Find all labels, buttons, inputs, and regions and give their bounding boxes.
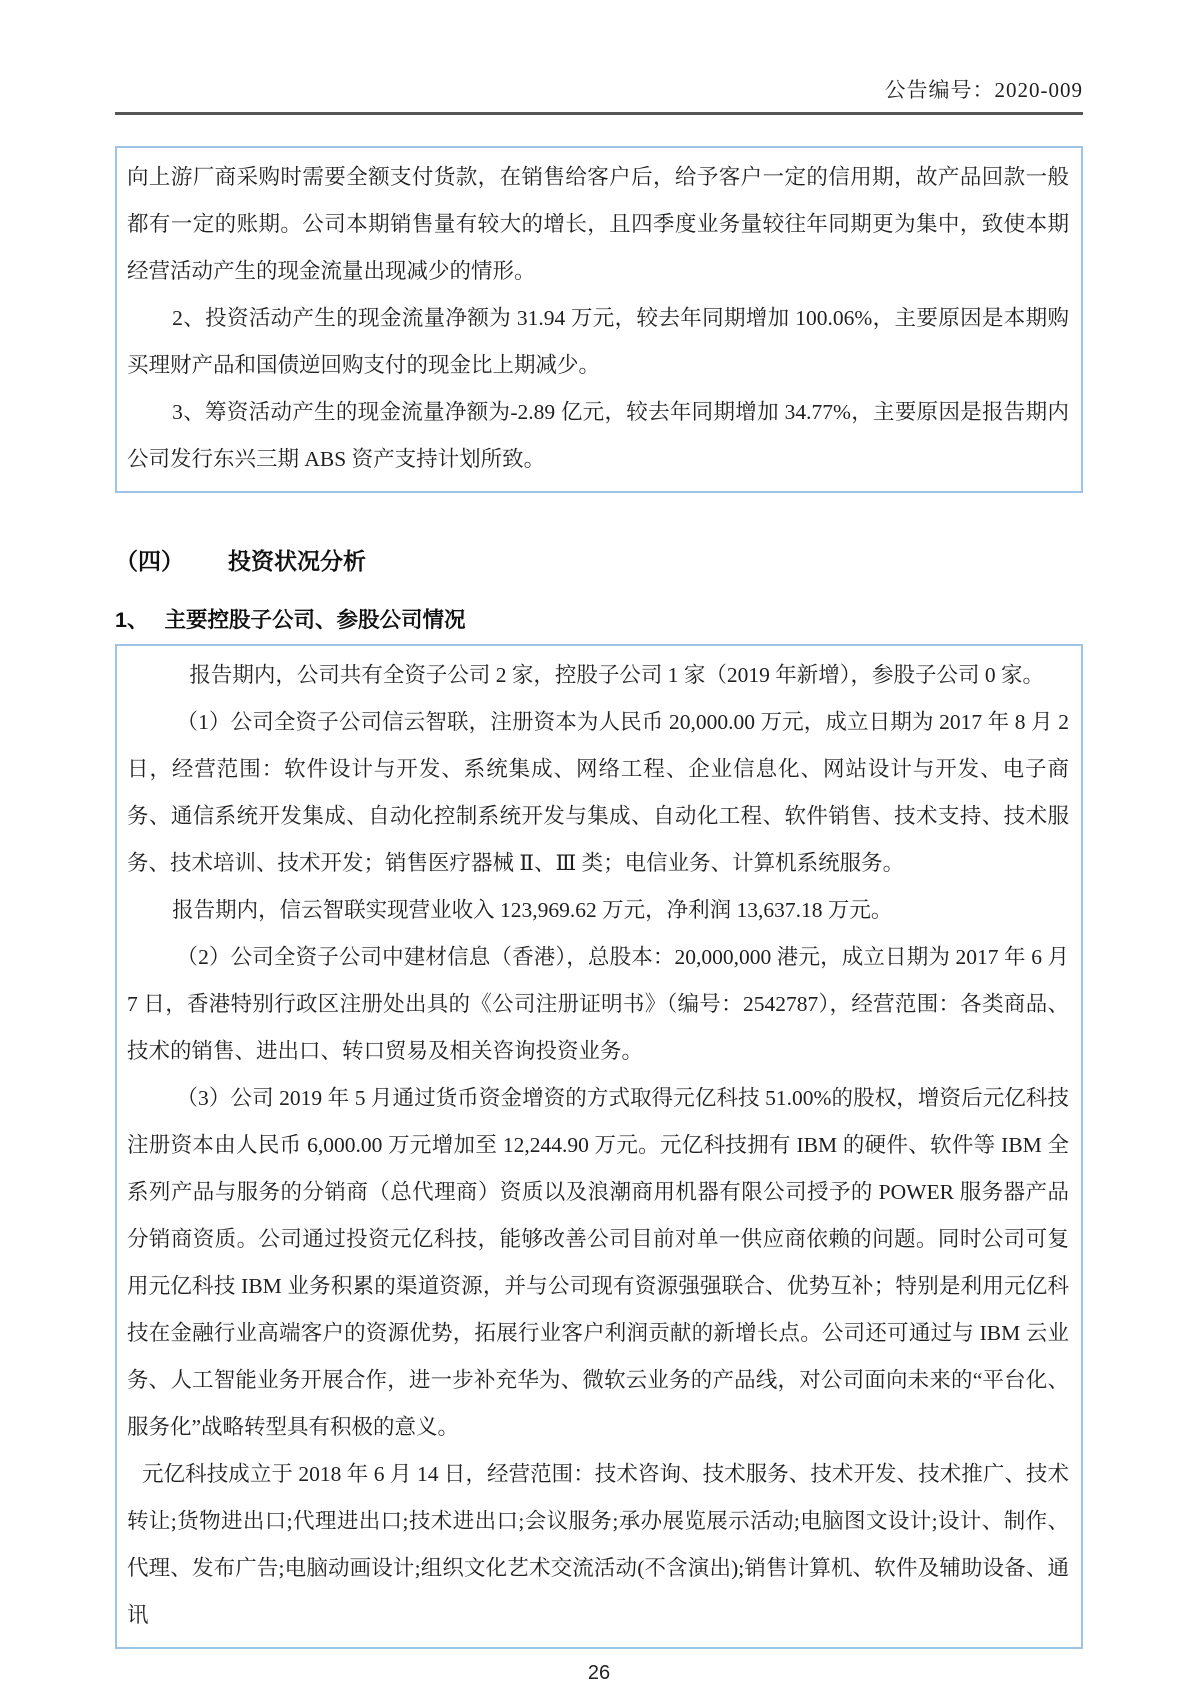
section-title: 投资状况分析	[228, 548, 366, 574]
subsection-number: 1、	[115, 608, 149, 632]
section-heading	[115, 543, 1083, 576]
subsidiaries-text-box	[115, 644, 1083, 1649]
paragraph: （3）公司 2019 年 5 月通过货币资金增资的方式取得元亿科技 51.00%的股权，增资后元亿科技注册资本由人民币 6,000.00 万元增加至 12,244.90 万元。元亿科技拥有 IBM 的硬件、软件等 IBM 全系列产品与服务的分销商（总代理商）资质以及浪潮商用机器有限公司授予的 POWER 服务器产品分销商资质。公司通过投资元亿科技，能够改善公司目前对单一供应商依赖的问题。同时公司可复用元亿科技 IBM 业务积累的渠道资源，并与公司现有资源强强联合、优势互补；特别是利用元亿科技在金融行业高端客户的资源优势，拓展行业客户利润贡献的新增长点。公司还可通过与 IBM 云业务、人工智能业务开展合作，进一步补充华为、微软云业务的产品线，对公司面向未来的“平台化、服务化”战略转型具有积极的意义。	[127, 1086, 1069, 1439]
paragraph: 2、投资活动产生的现金流量净额为 31.94 万元，较去年同期增加 100.06%，主要原因是本期购买理财产品和国债逆回购支付的现金比上期减少。	[127, 306, 1069, 377]
paragraph: 报告期内，信云智联实现营业收入 123,969.62 万元，净利润 13,637.18 万元。	[172, 898, 893, 922]
section-number: （四）	[115, 548, 184, 574]
header-divider	[115, 112, 1083, 115]
paragraph: 3、筹资活动产生的现金流量净额为-2.89 亿元，较去年同期增加 34.77%，主要原因是报告期内公司发行东兴三期 ABS 资产支持计划所致。	[127, 400, 1069, 471]
paragraph: （1）公司全资子公司信云智联，注册资本为人民币 20,000.00 万元，成立日期为 2017 年 8 月 2 日，经营范围：软件设计与开发、系统集成、网络工程、企业信息化、网站设计与开发、电子商务、通信系统开发集成、自动化控制系统开发与集成、自动化工程、软件销售、技术支持、技术服务、技术培训、技术开发；销售医疗器械 Ⅱ、Ⅲ 类；电信业务、计算机系统服务。	[127, 710, 1069, 875]
subsection-title: 主要控股子公司、参股公司情况	[164, 608, 466, 632]
paragraph: （2）公司全资子公司中建材信息（香港），总股本：20,000,000 港元，成立日期为 2017 年 6 月 7 日，香港特别行政区注册处出具的《公司注册证明书》（编号：2542787），经营范围：各类商品、技术的销售、进出口、转口贸易及相关咨询投资业务。	[127, 945, 1069, 1063]
page-header	[115, 0, 1083, 104]
paragraph: 报告期内，公司共有全资子公司 2 家，控股子公司 1 家（2019 年新增），参股子公司 0 家。	[189, 663, 1044, 687]
paragraph: 向上游厂商采购时需要全额支付货款，在销售给客户后，给予客户一定的信用期，故产品回款一般都有一定的账期。公司本期销售量有较大的增长，且四季度业务量较往年同期更为集中，致使本期经营活动产生的现金流量出现减少的情形。	[127, 165, 1069, 283]
cash-flow-text-box	[115, 146, 1083, 493]
page-number: 26	[587, 1662, 611, 1684]
paragraph: 元亿科技成立于 2018 年 6 月 14 日，经营范围：技术咨询、技术服务、技术开发、技术推广、技术转让;货物进出口;代理进出口;技术进出口;会议服务;承办展览展示活动;电脑图文设计;设计、制作、代理、发布广告;电脑动画设计;组织文化艺术交流活动(不含演出);销售计算机、软件及辅助设备、通讯	[127, 1462, 1069, 1627]
notice-number: 公告编号：2020-009	[884, 78, 1083, 102]
page-footer	[115, 1662, 1083, 1685]
subsection-heading	[115, 603, 1083, 634]
